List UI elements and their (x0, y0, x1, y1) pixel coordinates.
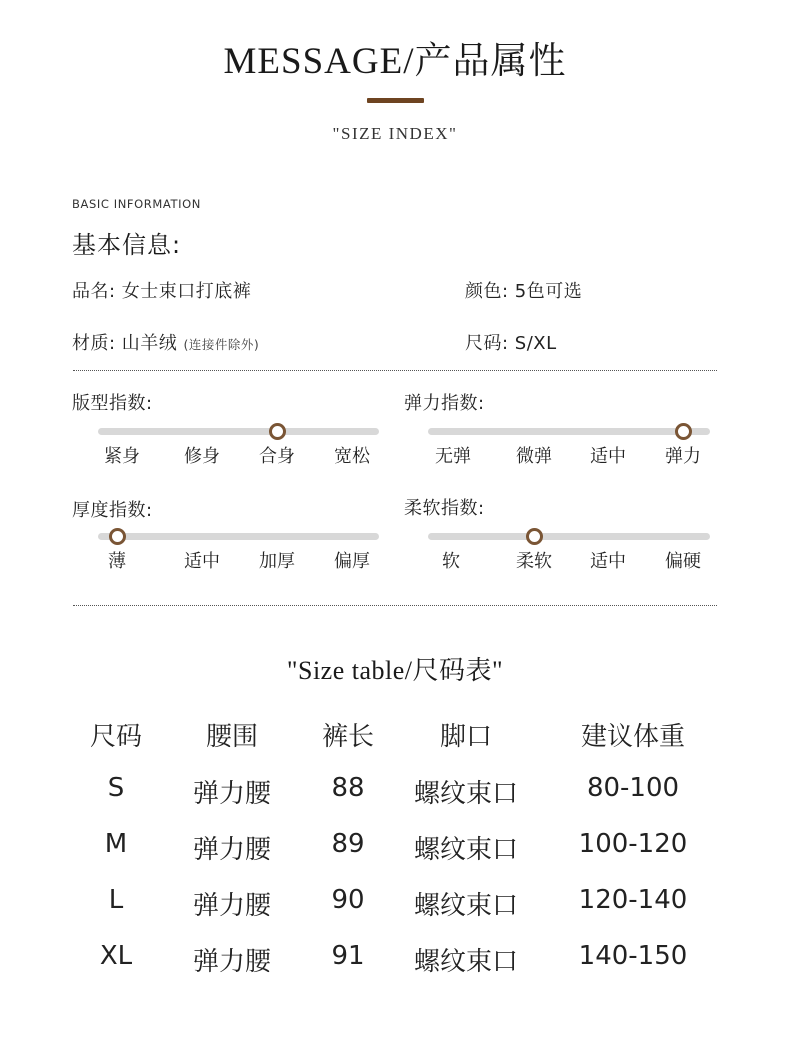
table-cell: 弹力腰 (192, 779, 271, 809)
thickness-index-track (98, 533, 379, 540)
basic-info-heading-en: BASIC INFORMATION (72, 197, 201, 211)
fit-index-track (98, 428, 379, 435)
elasticity-index-label: 弹力 (665, 446, 701, 467)
table-cell: 弹力腰 (192, 835, 271, 865)
table-header-cell: 尺码 (89, 722, 142, 752)
fit-index-label: 合身 (259, 446, 295, 467)
thickness-index-title: 厚度指数: (72, 500, 153, 521)
table-cell: 螺纹束口 (413, 947, 518, 977)
table-cell: 140-150 (578, 941, 688, 971)
elasticity-index-label: 适中 (590, 446, 626, 467)
table-cell: M (104, 829, 128, 859)
table-header-cell: 腰围 (205, 722, 258, 752)
table-cell: 120-140 (578, 885, 688, 915)
material-note: (连接件除外) (183, 337, 260, 352)
elasticity-index-track (428, 428, 710, 435)
table-cell: 88 (331, 773, 365, 803)
thickness-index-label: 偏厚 (334, 551, 370, 572)
basic-info-heading-cn: 基本信息: (72, 231, 182, 259)
thickness-index-label: 适中 (184, 551, 220, 572)
softness-index-marker (526, 528, 543, 545)
elasticity-index-marker (675, 423, 692, 440)
softness-index-label: 柔软 (516, 551, 552, 572)
page-subtitle: "SIZE INDEX" (332, 124, 458, 143)
fit-index-marker (269, 423, 286, 440)
softness-index-title: 柔软指数: (404, 498, 485, 519)
table-cell: 螺纹束口 (413, 835, 518, 865)
softness-index-label: 软 (442, 551, 460, 572)
elasticity-index-title: 弹力指数: (404, 393, 485, 414)
material-value: 材质: 山羊绒 (72, 333, 178, 354)
elasticity-index-label: 无弹 (435, 446, 471, 467)
divider-bottom (73, 605, 717, 606)
fit-index-label: 紧身 (104, 446, 140, 467)
table-cell: 90 (331, 885, 365, 915)
table-cell: L (108, 885, 124, 915)
softness-index-label: 适中 (590, 551, 626, 572)
table-cell: 89 (331, 829, 365, 859)
divider-top (73, 370, 717, 371)
fit-index-title: 版型指数: (72, 393, 153, 414)
table-cell: 螺纹束口 (413, 779, 518, 809)
product-color: 颜色: 5色可选 (465, 281, 583, 302)
fit-index-label: 宽松 (334, 446, 370, 467)
table-header-cell: 建议体重 (580, 722, 685, 752)
elasticity-index-label: 微弹 (516, 446, 552, 467)
table-cell: 弹力腰 (192, 891, 271, 921)
title-accent-bar (367, 98, 424, 103)
thickness-index-label: 薄 (108, 551, 126, 572)
table-cell: XL (99, 941, 133, 971)
page-title: MESSAGE/产品属性 (223, 41, 567, 82)
thickness-index-marker (109, 528, 126, 545)
fit-index-label: 修身 (184, 446, 220, 467)
table-cell: 91 (331, 941, 365, 971)
size-table-title: "Size table/尺码表" (286, 656, 504, 685)
table-header-cell: 脚口 (439, 722, 492, 752)
softness-index-label: 偏硬 (665, 551, 701, 572)
table-cell: 80-100 (586, 773, 680, 803)
table-header-cell: 裤长 (321, 722, 374, 752)
thickness-index-label: 加厚 (259, 551, 295, 572)
table-cell: 弹力腰 (192, 947, 271, 977)
table-cell: 100-120 (578, 829, 688, 859)
softness-index-track (428, 533, 710, 540)
product-name: 品名: 女士束口打底裤 (72, 281, 252, 302)
table-cell: S (107, 773, 125, 803)
table-cell: 螺纹束口 (413, 891, 518, 921)
product-material (72, 329, 259, 355)
product-size: 尺码: S/XL (465, 333, 557, 354)
